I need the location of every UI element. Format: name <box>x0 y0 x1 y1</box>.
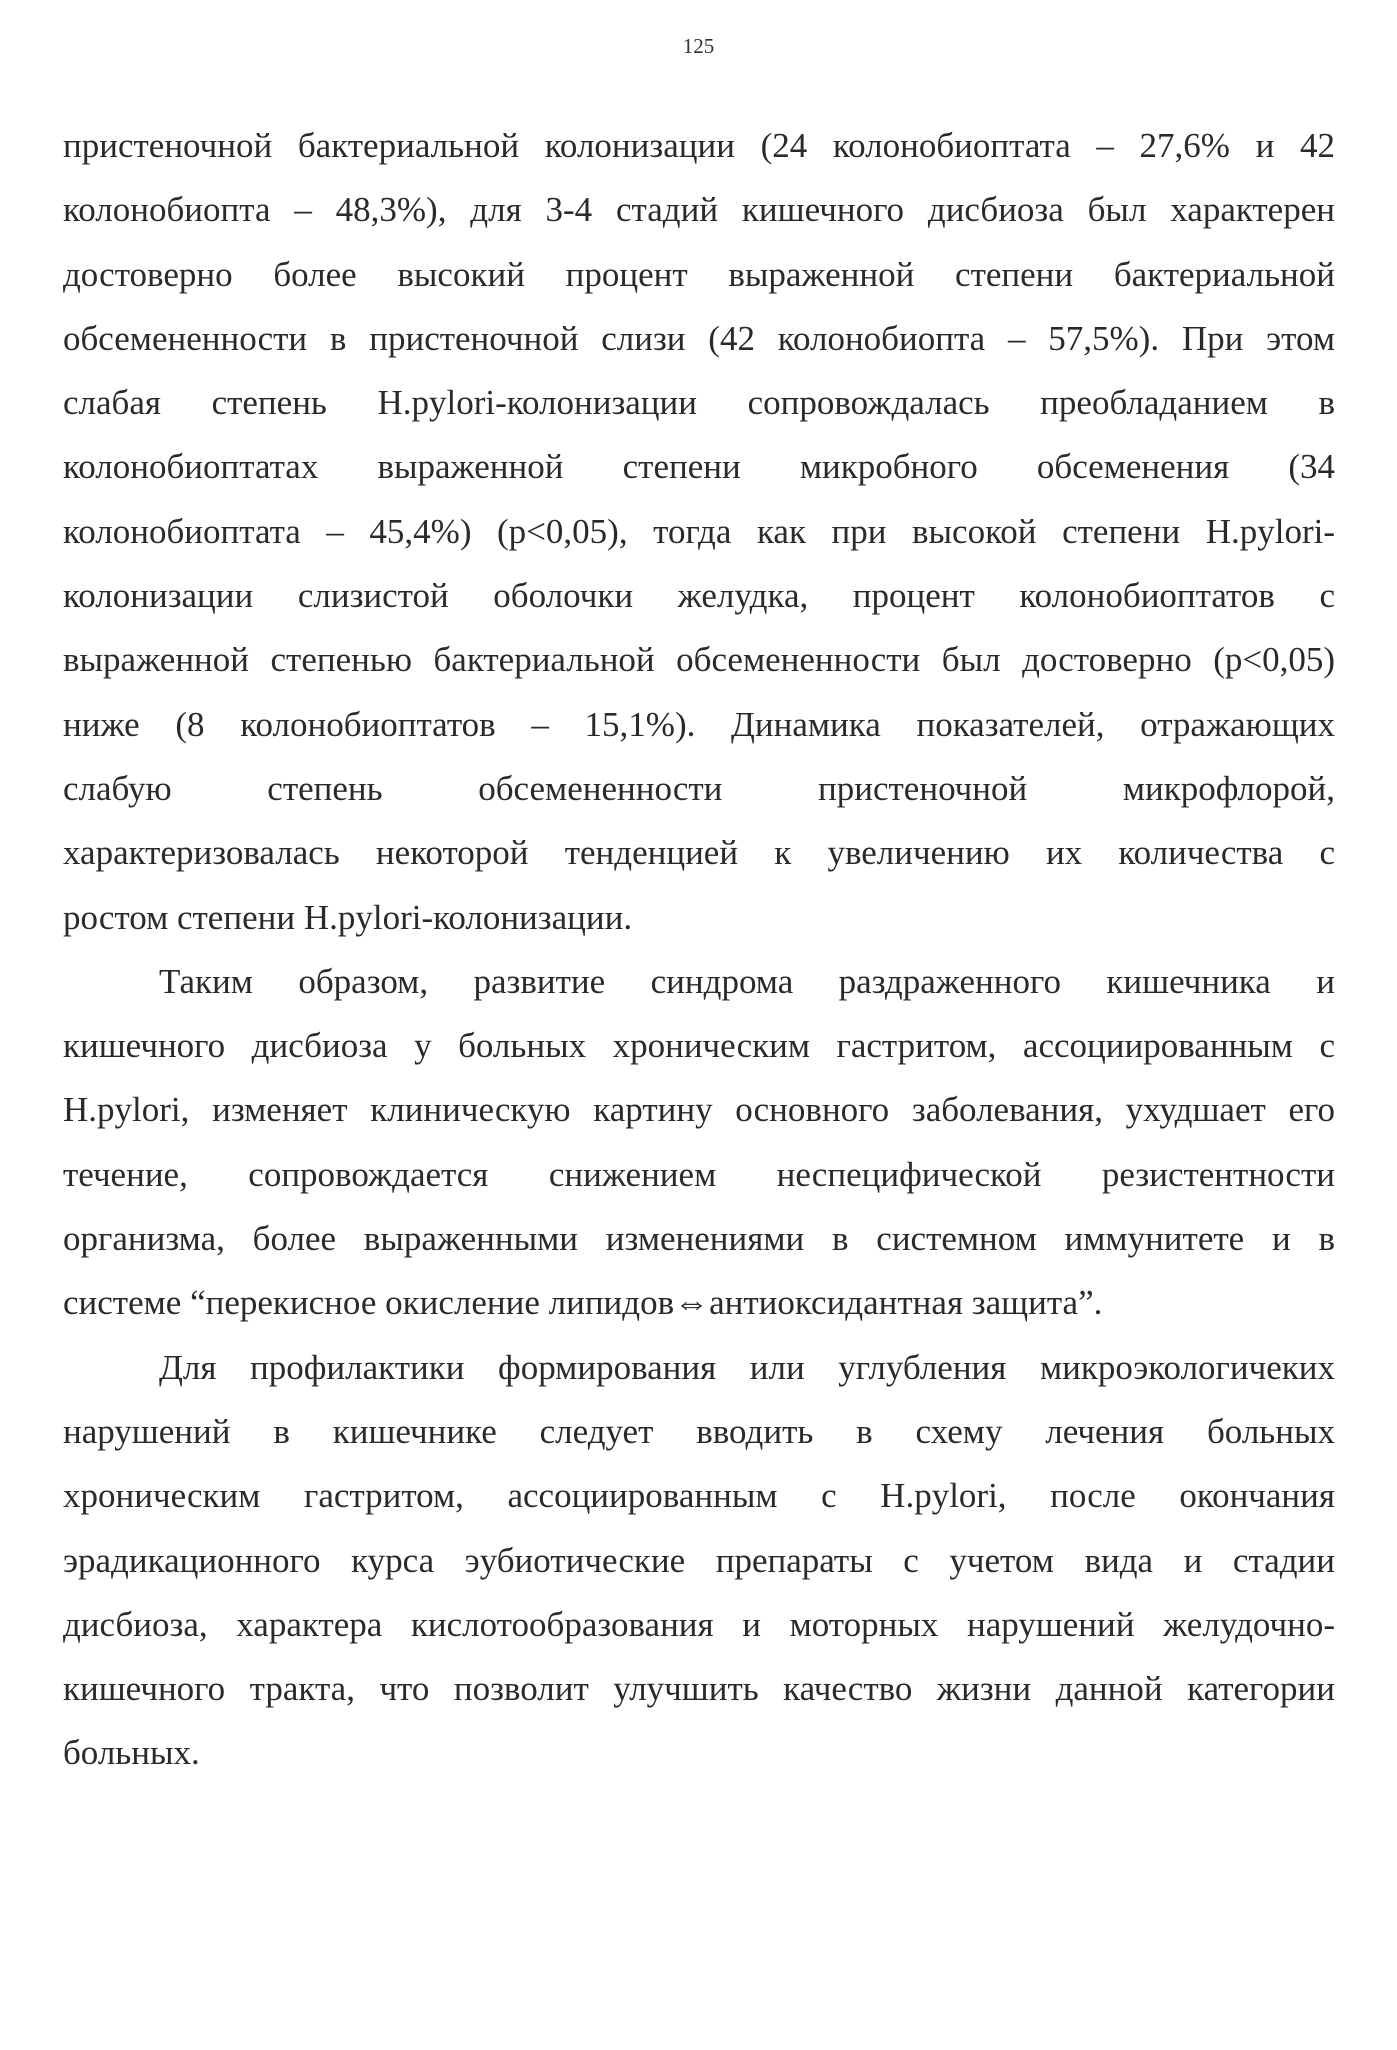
paragraph-conclusion <box>63 950 1335 1336</box>
text-line: H.pylori, изменяет клиническую картину основного заболевания, ухудшает его <box>63 1090 1335 1130</box>
text-line: выраженной степенью бактериальной обсемененности был достоверно (р<0,05) <box>63 640 1335 680</box>
body-text <box>63 114 1335 1786</box>
text-line: колонизации слизистой оболочки желудка, процент колонобиоптатов с <box>63 576 1335 616</box>
page-number: 125 <box>682 34 715 58</box>
text-line: системе “перекисное окисление липидов⇔антиоксидантная защита”. <box>63 1283 1103 1323</box>
text-line: характеризовалась некоторой тенденцией к увеличению их количества с <box>63 833 1335 873</box>
text-line: колонобиоптата – 45,4%) (р<0,05), тогда как при высокой степени H.pylori- <box>63 511 1335 551</box>
paragraph-recommendation <box>63 1336 1335 1786</box>
text-line: колонобиопта – 48,3%), для 3-4 стадий кишечного дисбиоза был характерен <box>63 190 1335 230</box>
text-line: ростом степени H.pylori-колонизации. <box>63 897 633 937</box>
text-line: ниже (8 колонобиоптатов – 15,1%). Динамика показателей, отражающих <box>63 704 1335 744</box>
text-line: слабая степень H.pylori-колонизации сопровождалась преобладанием в <box>63 383 1335 423</box>
text-line: нарушений в кишечнике следует вводить в схему лечения больных <box>63 1411 1335 1451</box>
text-line: кишечного тракта, что позволит улучшить качество жизни данной категории <box>63 1669 1335 1709</box>
text-line: дисбиоза, характера кислотообразования и моторных нарушений желудочно- <box>63 1604 1335 1644</box>
text-line: больных. <box>63 1733 200 1773</box>
text-line: эрадикационного курса эубиотические препараты с учетом вида и стадии <box>63 1540 1335 1580</box>
text-line: организма, более выраженными изменениями в системном иммунитете и в <box>63 1219 1335 1259</box>
text-line: слабую степень обсемененности пристеночной микрофлорой, <box>63 768 1335 808</box>
text-line: Таким образом, развитие синдрома раздраженного кишечника и <box>159 961 1335 1001</box>
text-line: кишечного дисбиоза у больных хроническим гастритом, ассоциированным с <box>63 1026 1335 1066</box>
text-line: Для профилактики формирования или углубления микроэкологичеких <box>159 1347 1335 1387</box>
text-line: достоверно более высокий процент выраженной степени бактериальной <box>63 254 1335 294</box>
text-line: хроническим гастритом, ассоциированным с H.pylori, после окончания <box>63 1476 1335 1516</box>
text-line: пристеночной бактериальной колонизации (24 колонобиоптата – 27,6% и 42 <box>63 126 1335 165</box>
text-line: течение, сопровождается снижением неспецифической резистентности <box>63 1154 1335 1194</box>
text-line: колонобиоптатах выраженной степени микробного обсеменения (34 <box>63 447 1335 487</box>
paragraph-results <box>63 114 1335 950</box>
text-line: обсемененности в пристеночной слизи (42 колонобиопта – 57,5%). При этом <box>63 318 1335 358</box>
